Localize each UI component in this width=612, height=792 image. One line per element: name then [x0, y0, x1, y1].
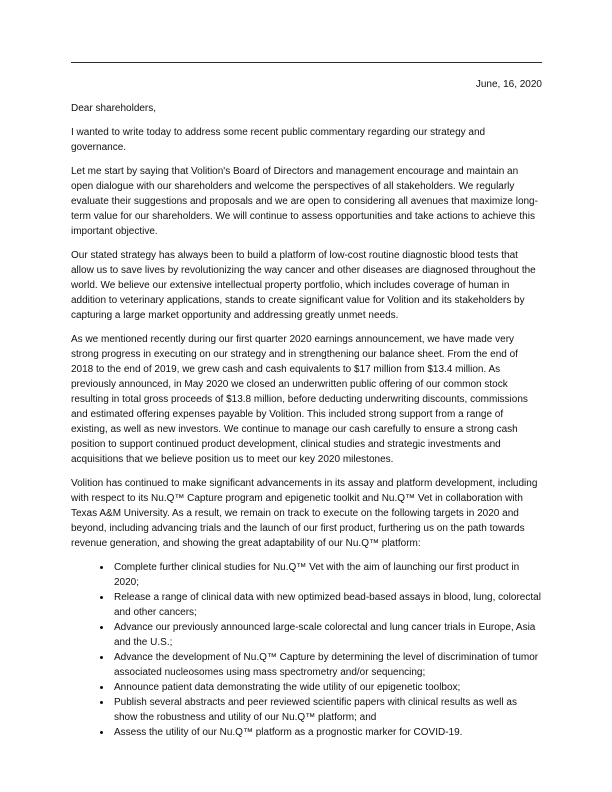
- salutation: Dear shareholders,: [71, 103, 157, 114]
- letter-paragraph-governance: Let me start by saying that Volition's Board of Directors and management encourage and maintain an open dialogue with our shareholders and welcome the perspectives of all stakeholders. We regularly evaluate their suggestions and proposals and we are open to considering all avenues that maximize long-term value for our shareholders. We will continue to assess opportunities and take actions to achieve this important objective.: [71, 166, 538, 237]
- milestone-item: • Release a range of clinical data with new optimized bead-based assays in blood, lung, colorectal and other cancers;: [112, 590, 542, 620]
- milestone-item: • Publish several abstracts and peer reviewed scientific papers with clinical results as well as show the robustness and utility of our Nu.Q™ platform; and: [112, 695, 542, 725]
- milestone-item: • Assess the utility of our Nu.Q™ platform as a prognostic marker for COVID-19.: [112, 725, 542, 740]
- header-rule: [71, 62, 542, 63]
- letter-paragraph-intro: I wanted to write today to address some recent public commentary regarding our strategy and governance.: [71, 127, 486, 153]
- milestone-item: • Complete further clinical studies for Nu.Q™ Vet with the aim of launching our first product in 2020;: [112, 560, 542, 590]
- letter-date: June, 16, 2020: [475, 79, 542, 90]
- letter-paragraph-development: Volition has continued to make significant advancements in its assay and platform development, including with respect to its Nu.Q™ Capture program and epigenetic toolkit and Nu.Q™ Vet in collaboration with Texas A&M University. As a result, we remain on track to execute on the following targets in 2020 and beyond, including advancing trials and the launch of our first product, furthering us on the path towards revenue generation, and showing the great adaptability of our Nu.Q™ platform:: [71, 478, 538, 549]
- milestone-item: • Announce patient data demonstrating the wide utility of our epigenetic toolbox;: [112, 680, 542, 695]
- milestone-item: • Advance our previously announced large-scale colorectal and lung cancer trials in Europe, Asia and the U.S.;: [112, 620, 542, 650]
- letter-paragraph-financials: As we mentioned recently during our first quarter 2020 earnings announcement, we have made very strong progress in executing on our strategy and in strengthening our balance sheet. From the end of 2018 to the end of 2019, we grew cash and cash equivalents to $17 million from $13.4 million. As previously announced, in May 2020 we closed an underwritten public offering of our common stock resulting in total gross proceeds of $13.8 million, before deducting underwriting discounts, commissions and estimated offering expenses payable by Volition. This included strong support from a range of existing, as well as new investors. We continue to manage our cash carefully to ensure a strong cash position to support continued product development, clinical studies and strategic investments and acquisitions that we believe position us to meet our key 2020 milestones.: [71, 334, 528, 465]
- letter-paragraph-strategy: Our stated strategy has always been to build a platform of low-cost routine diagnostic blood tests that allow us to save lives by revolutionizing the way cancer and other diseases are diagnosed throughout the world. We believe our extensive intellectual property portfolio, which includes coverage of human in addition to veterinary applications, stands to create significant value for Volition and its stakeholders by capturing a large market opportunity and addressing greatly unmet needs.: [71, 250, 536, 321]
- milestone-item: • Advance the development of Nu.Q™ Capture by determining the level of discrimination of tumor associated nucleosomes using mass spectrometry and/or sequencing;: [112, 650, 542, 680]
- milestones-list: [71, 560, 542, 740]
